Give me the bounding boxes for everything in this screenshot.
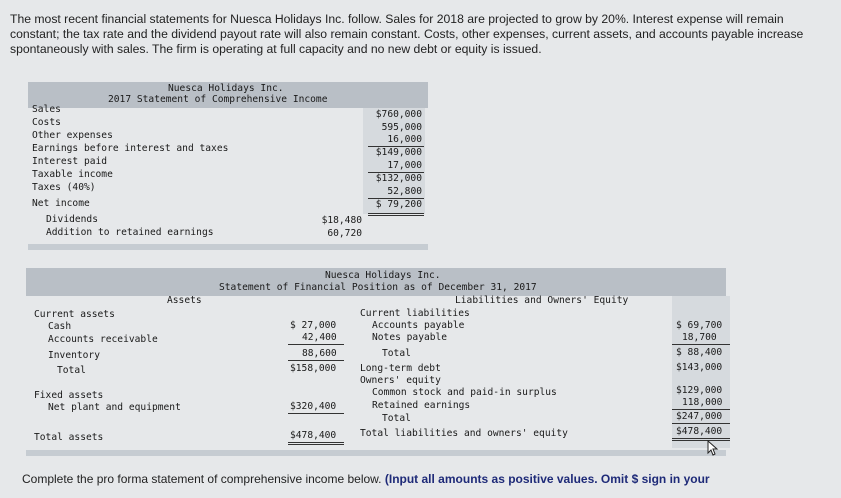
rule-net-plant bbox=[288, 413, 344, 414]
rule-total-le-1 bbox=[672, 438, 730, 439]
row-dividends-value: $18,480 bbox=[321, 215, 362, 226]
common-stock-value: $129,000 bbox=[676, 385, 723, 396]
instruction-line bbox=[22, 472, 710, 486]
row-retained-value: 60,720 bbox=[327, 228, 362, 239]
rule-inventory bbox=[288, 360, 344, 361]
row-retained-label: Addition to retained earnings bbox=[46, 227, 214, 238]
cl-total-value: $ 88,400 bbox=[676, 347, 723, 358]
mouse-pointer-icon bbox=[706, 440, 720, 456]
inventory-label: Inventory bbox=[48, 350, 100, 361]
bs-company-name: Nuesca Holidays Inc. bbox=[325, 270, 441, 281]
total-le-value: $478,400 bbox=[676, 426, 723, 437]
problem-intro: The most recent financial statements for Nuesca Holidays Inc. follow. Sales for 2018 are projected to grow by 20%. Interest expense will remain constant; the tax rate and the dividend payout rate will also remain constant. Costs, other expenses, current assets, and accounts payable increase spontaneously with sales. The firm is operating at full capacity and no new debt or equity is issued. bbox=[10, 12, 804, 56]
current-liabilities-label: Current liabilities bbox=[360, 308, 470, 319]
cash-value: $ 27,000 bbox=[290, 320, 337, 331]
fixed-assets-label: Fixed assets bbox=[34, 390, 104, 401]
income-statement-header bbox=[28, 82, 428, 108]
instruction-bold: (Input all amounts as positive values. Omit $ sign in your bbox=[384, 472, 710, 486]
retained-earnings-label: Retained earnings bbox=[372, 400, 471, 411]
income-statement-title: 2017 Statement of Comprehensive Income bbox=[108, 94, 328, 105]
np-value: 18,700 bbox=[682, 332, 717, 343]
np-label: Notes payable bbox=[372, 332, 448, 343]
net-plant-value: $320,400 bbox=[290, 401, 337, 412]
instruction-text: Complete the pro forma statement of comprehensive income below. bbox=[22, 472, 382, 486]
retained-earnings-value: 118,000 bbox=[682, 397, 723, 408]
row-costs-label: Costs bbox=[32, 117, 61, 128]
total-assets-label: Total assets bbox=[34, 432, 104, 443]
rule-net-income-double-1 bbox=[368, 213, 424, 214]
row-other-expenses-label: Other expenses bbox=[32, 130, 113, 141]
row-costs-value: 595,000 bbox=[381, 122, 422, 133]
rule-oe-total bbox=[672, 423, 730, 424]
cash-label: Cash bbox=[48, 321, 72, 332]
assets-header: Assets bbox=[167, 295, 202, 306]
rule-np bbox=[672, 344, 730, 345]
ltd-value: $143,000 bbox=[676, 362, 723, 373]
ltd-label: Long-term debt bbox=[360, 363, 441, 374]
common-stock-label: Common stock and paid-in surplus bbox=[372, 387, 557, 398]
row-taxable-label: Taxable income bbox=[32, 169, 113, 180]
row-net-income-value: $ 79,200 bbox=[375, 199, 422, 210]
inventory-value: 88,600 bbox=[302, 348, 337, 359]
row-dividends-label: Dividends bbox=[46, 214, 98, 225]
oe-total-label: Total bbox=[382, 413, 411, 424]
row-ebit-label: Earnings before interest and taxes bbox=[32, 143, 229, 154]
row-sales-value: $760,000 bbox=[375, 109, 422, 120]
rule-re bbox=[672, 409, 730, 410]
rule-total-assets-1 bbox=[288, 442, 344, 443]
owners-equity-label: Owners' equity bbox=[360, 375, 441, 386]
row-net-income-label: Net income bbox=[32, 198, 90, 209]
income-company-name: Nuesca Holidays Inc. bbox=[168, 83, 284, 94]
liabilities-header: Liabilities and Owners' Equity bbox=[455, 295, 629, 306]
rule-total-le-2 bbox=[672, 440, 730, 441]
row-interest-label: Interest paid bbox=[32, 156, 108, 167]
ap-label: Accounts payable bbox=[372, 320, 465, 331]
total-assets-value: $478,400 bbox=[290, 430, 337, 441]
bs-title: Statement of Financial Position as of December 31, 2017 bbox=[219, 282, 537, 293]
row-other-expenses-value: 16,000 bbox=[387, 134, 422, 145]
cl-total-label: Total bbox=[382, 348, 411, 359]
ap-value: $ 69,700 bbox=[676, 320, 723, 331]
income-bottom-band bbox=[28, 244, 428, 250]
row-taxes-label: Taxes (40%) bbox=[32, 182, 96, 193]
ca-total-value: $158,000 bbox=[290, 363, 337, 374]
row-taxes-value: 52,800 bbox=[387, 186, 422, 197]
balance-bottom-band bbox=[26, 450, 726, 456]
rule-total-assets-2 bbox=[288, 444, 344, 445]
current-assets-label: Current assets bbox=[34, 309, 115, 320]
ar-label: Accounts receivable bbox=[48, 334, 158, 345]
row-sales-label: Sales bbox=[32, 104, 61, 115]
row-taxable-value: $132,000 bbox=[375, 173, 422, 184]
ca-total-label: Total bbox=[57, 365, 86, 376]
income-statement bbox=[26, 82, 428, 250]
total-le-label: Total liabilities and owners' equity bbox=[360, 428, 568, 439]
oe-total-value: $247,000 bbox=[676, 411, 723, 422]
row-interest-value: 17,000 bbox=[387, 160, 422, 171]
rule-net-income-double-2 bbox=[368, 215, 424, 216]
net-plant-label: Net plant and equipment bbox=[48, 402, 181, 413]
ar-value: 42,400 bbox=[302, 332, 337, 343]
rule-ar bbox=[288, 344, 344, 345]
row-ebit-value: $149,000 bbox=[375, 147, 422, 158]
